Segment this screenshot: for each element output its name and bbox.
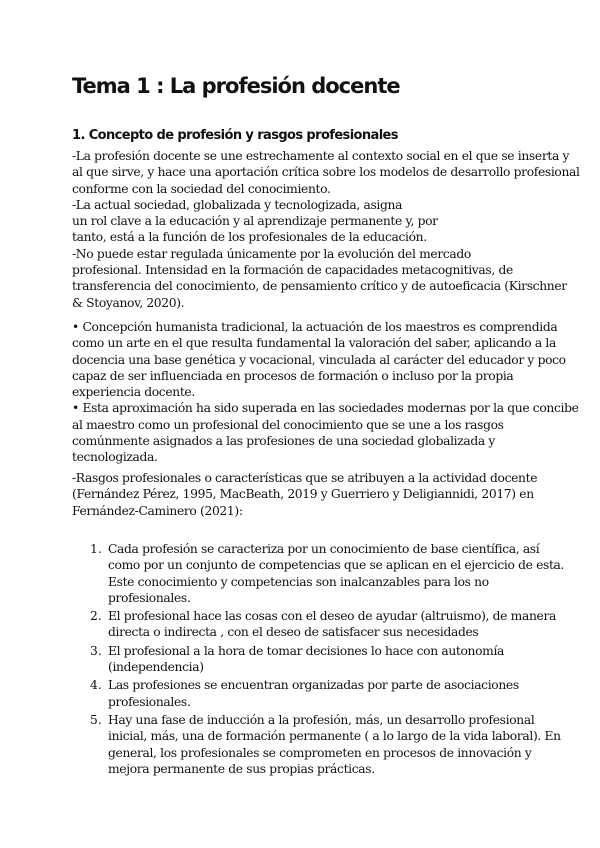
list-number: 4. xyxy=(90,678,102,693)
list-item xyxy=(90,608,556,641)
text-line: Cada profesión se caracteriza por un conocimiento de base científica, así xyxy=(108,542,540,556)
text-line: El profesional hace las cosas con el deseo de ayudar (altruismo), de manera xyxy=(108,609,556,624)
text-line: profesionales. xyxy=(108,694,191,709)
numbered-list xyxy=(90,541,565,779)
list-item xyxy=(90,712,561,777)
text-line: tecnologizada. xyxy=(72,450,158,465)
text-line: comúnmente asignados a las profesiones de una sociedad globalizada y xyxy=(72,434,496,449)
text-line: un rol clave a la educación y al aprendizaje permanente y, por xyxy=(72,214,438,229)
text-line: Las profesiones se encuentran organizadas por parte de asociaciones xyxy=(108,678,519,693)
text-line: -No puede estar regulada únicamente por la evolución del mercado xyxy=(72,246,471,261)
text-line: • Esta aproximación ha sido superada en las sociedades modernas por la que concibe xyxy=(72,401,579,416)
text-line: general, los profesionales se comprometen en procesos de innovación y xyxy=(108,745,532,760)
list-number: 2. xyxy=(90,609,102,624)
text-line: -Rasgos profesionales o características que se atribuyen a la actividad docente xyxy=(72,471,538,485)
text-line: Hay una fase de inducción a la profesión, más, un desarrollo profesional xyxy=(108,712,535,727)
text-line: • Concepción humanista tradicional, la actuación de los maestros es comprendida xyxy=(72,320,558,334)
page-title: Tema 1 : La profesión docente xyxy=(72,74,400,98)
text-line: (independencia) xyxy=(108,660,204,675)
bullet-paragraph xyxy=(72,319,579,466)
text-line: Fernández-Caminero (2021): xyxy=(72,503,243,518)
list-number: 5. xyxy=(90,712,102,727)
list-item xyxy=(90,643,530,676)
text-line: capaz de ser influenciada en procesos de formación o incluso por la propia xyxy=(72,368,514,383)
text-line: Este conocimiento y competencias son inalcanzables para los no xyxy=(108,574,489,589)
text-line: inicial, más, una de formación permanente ( a lo largo de la vida laboral). En xyxy=(108,729,561,744)
text-line: & Stoyanov, 2020). xyxy=(72,295,185,310)
intro-paragraph xyxy=(72,148,580,311)
text-line: profesional. Intensidad en la formación de capacidades metacognitivas, de xyxy=(72,263,513,278)
list-number: 1. xyxy=(90,542,102,556)
text-line: tanto, está a la función de los profesionales de la educación. xyxy=(72,230,427,245)
text-line: como un arte en el que resulta fundamental la valoración del saber, aplicando a la xyxy=(72,336,556,351)
list-number: 3. xyxy=(90,643,102,658)
text-line: al que sirve, y hace una aportación crítica sobre los modelos de desarrollo profesional xyxy=(72,165,580,180)
text-line: directa o indirecta , con el deseo de satisfacer sus necesidades xyxy=(108,625,479,640)
text-line: -La actual sociedad, globalizada y tecnologizada, asigna xyxy=(72,197,403,212)
section-heading: 1. Concepto de profesión y rasgos profesionales xyxy=(72,128,398,143)
list-item xyxy=(90,541,565,606)
text-line: -La profesión docente se une estrechamente al contexto social en el que se inserta y xyxy=(72,149,570,163)
text-line: experiencia docente. xyxy=(72,385,195,400)
text-line: al maestro como un profesional del conocimiento que se une a los rasgos xyxy=(72,417,504,432)
text-line: docencia una base genética y vocacional, vinculada al carácter del educador y poco xyxy=(72,352,566,367)
text-line: El profesional a la hora de tomar decisiones lo hace con autonomía xyxy=(108,643,505,658)
text-line: como por un conjunto de competencias que se aplican en el ejercicio de esta. xyxy=(108,558,565,573)
text-line: profesionales. xyxy=(108,590,191,605)
text-line: mejora permanente de sus propias prácticas. xyxy=(108,761,375,776)
rasgos-paragraph xyxy=(72,470,538,519)
text-line: (Fernández Pérez, 1995, MacBeath, 2019 y Guerriero y Deligiannidi, 2017) en xyxy=(72,487,534,502)
text-line: conforme con la sociedad del conocimiento. xyxy=(72,181,331,196)
text-line: transferencia del conocimiento, de pensamiento crítico y de autoeficacia (Kirschner xyxy=(72,279,567,294)
list-item xyxy=(90,677,530,710)
